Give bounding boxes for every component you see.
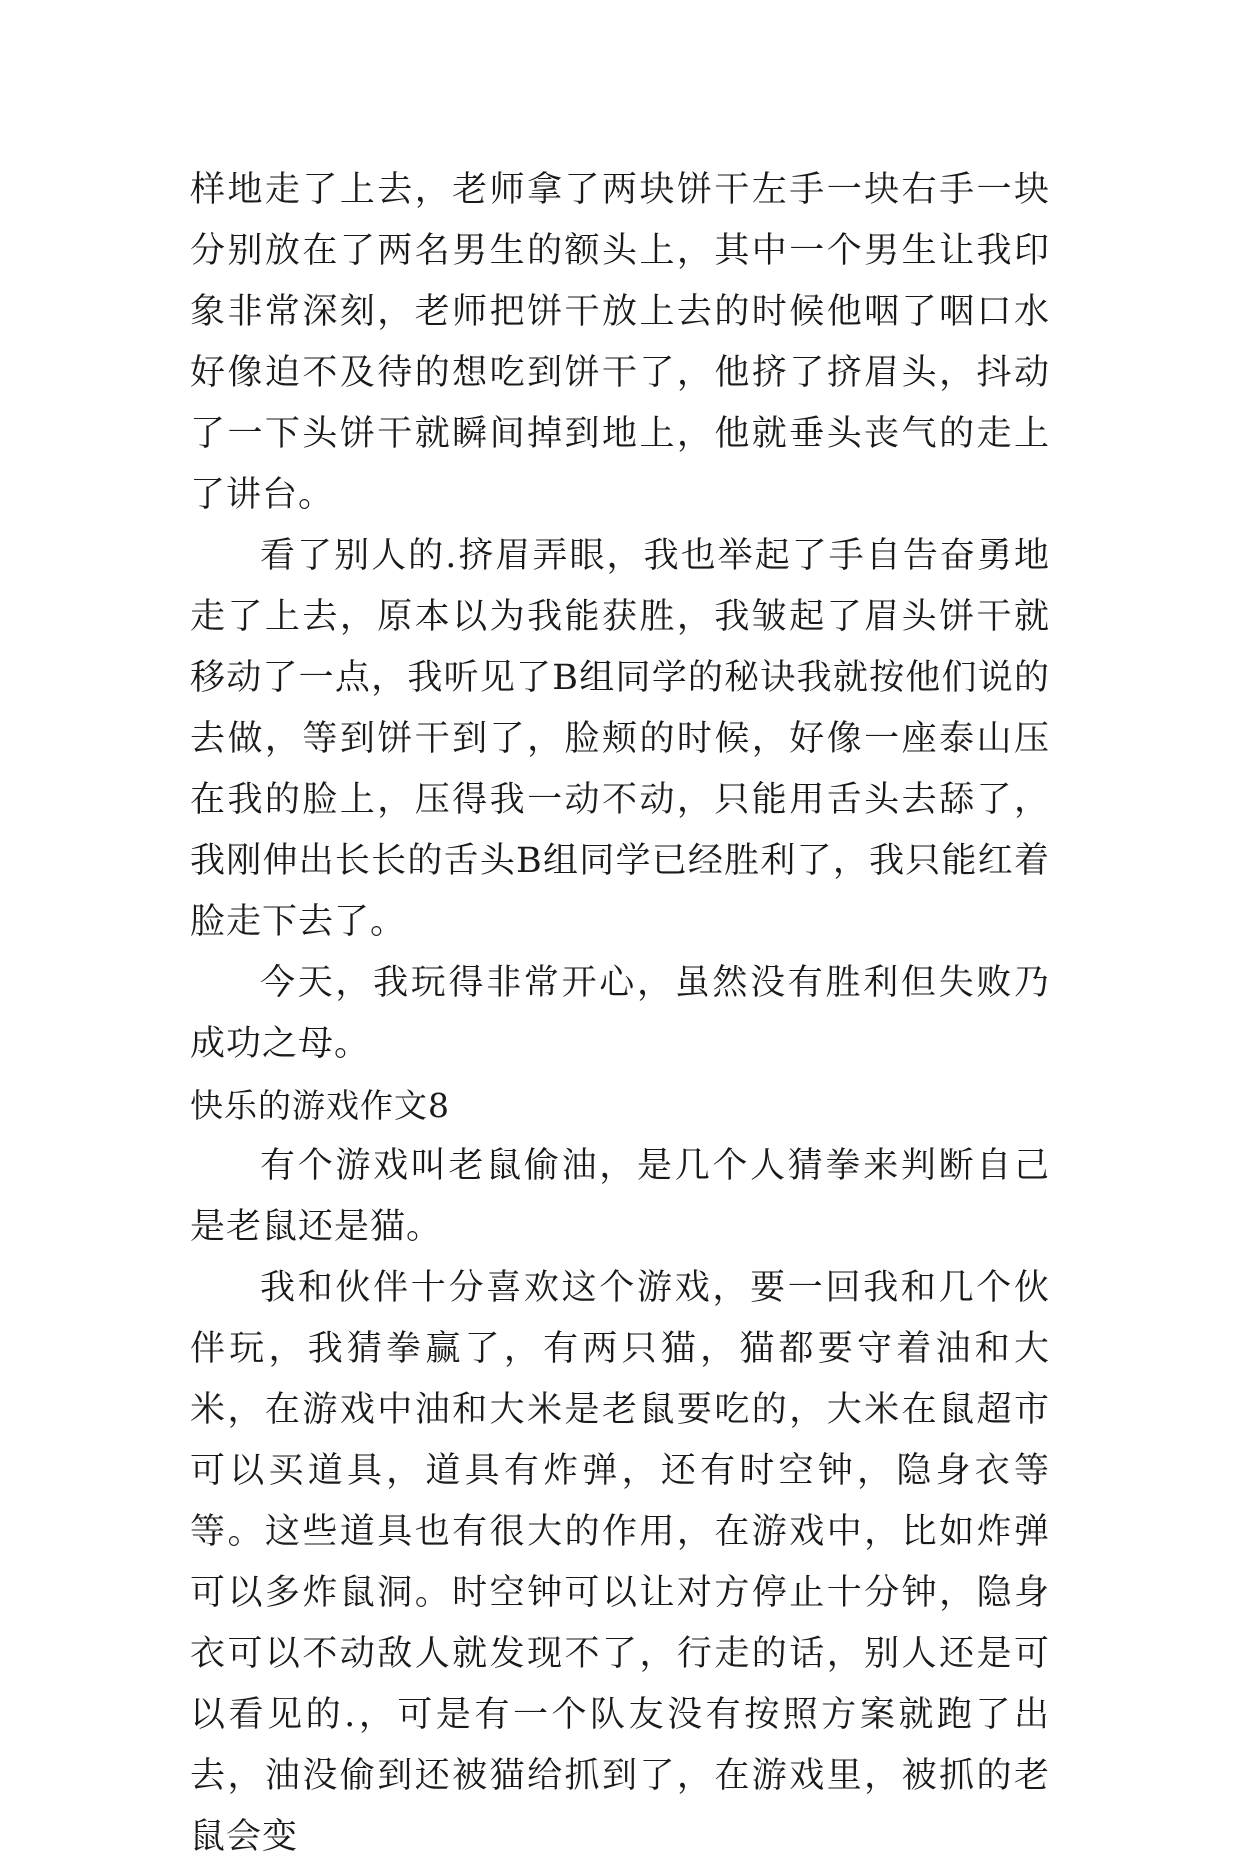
document-body [190,160,1050,1868]
paragraph-2: 看了别人的.挤眉弄眼，我也举起了手自告奋勇地走了上去，原本以为我能获胜，我皱起了眉头饼干就移动了一点，我听见了B组同学的秘诀我就按他们说的去做，等到饼干到了，脸颊的时候，好像一座泰山压在我的脸上，压得我一动不动，只能用舌头去舔了，我刚伸出长长的舌头B组同学已经胜利了，我只能红着脸走下去了。 [190,536,1050,942]
paragraph-4: 有个游戏叫老鼠偷油，是几个人猜拳来判断自己是老鼠还是猫。 [190,1146,1050,1247]
section-title: 快乐的游戏作文8 [190,1086,450,1125]
paragraph-5: 我和伙伴十分喜欢这个游戏，要一回我和几个伙伴玩，我猜拳赢了，有两只猫，猫都要守着油和大米，在游戏中油和大米是老鼠要吃的，大米在鼠超市可以买道具，道具有炸弹，还有时空钟，隐身衣等等。这些道具也有很大的作用，在游戏中，比如炸弹可以多炸鼠洞。时空钟可以让对方停止十分钟，隐身衣可以不动敌人就发现不了，行走的话，别人还是可以看见的.，可是有一个队友没有按照方案就跑了出去，油没偷到还被猫给抓到了，在游戏里，被抓的老鼠会变 [190,1268,1050,1857]
paragraph-3: 今天，我玩得非常开心，虽然没有胜利但失败乃成功之母。 [190,963,1050,1064]
paragraph-1: 样地走了上去，老师拿了两块饼干左手一块右手一块分别放在了两名男生的额头上，其中一个男生让我印象非常深刻，老师把饼干放上去的时候他咽了咽口水好像迫不及待的想吃到饼干了，他挤了挤眉头，抖动了一下头饼干就瞬间掉到地上，他就垂头丧气的走上了讲台。 [190,170,1050,515]
